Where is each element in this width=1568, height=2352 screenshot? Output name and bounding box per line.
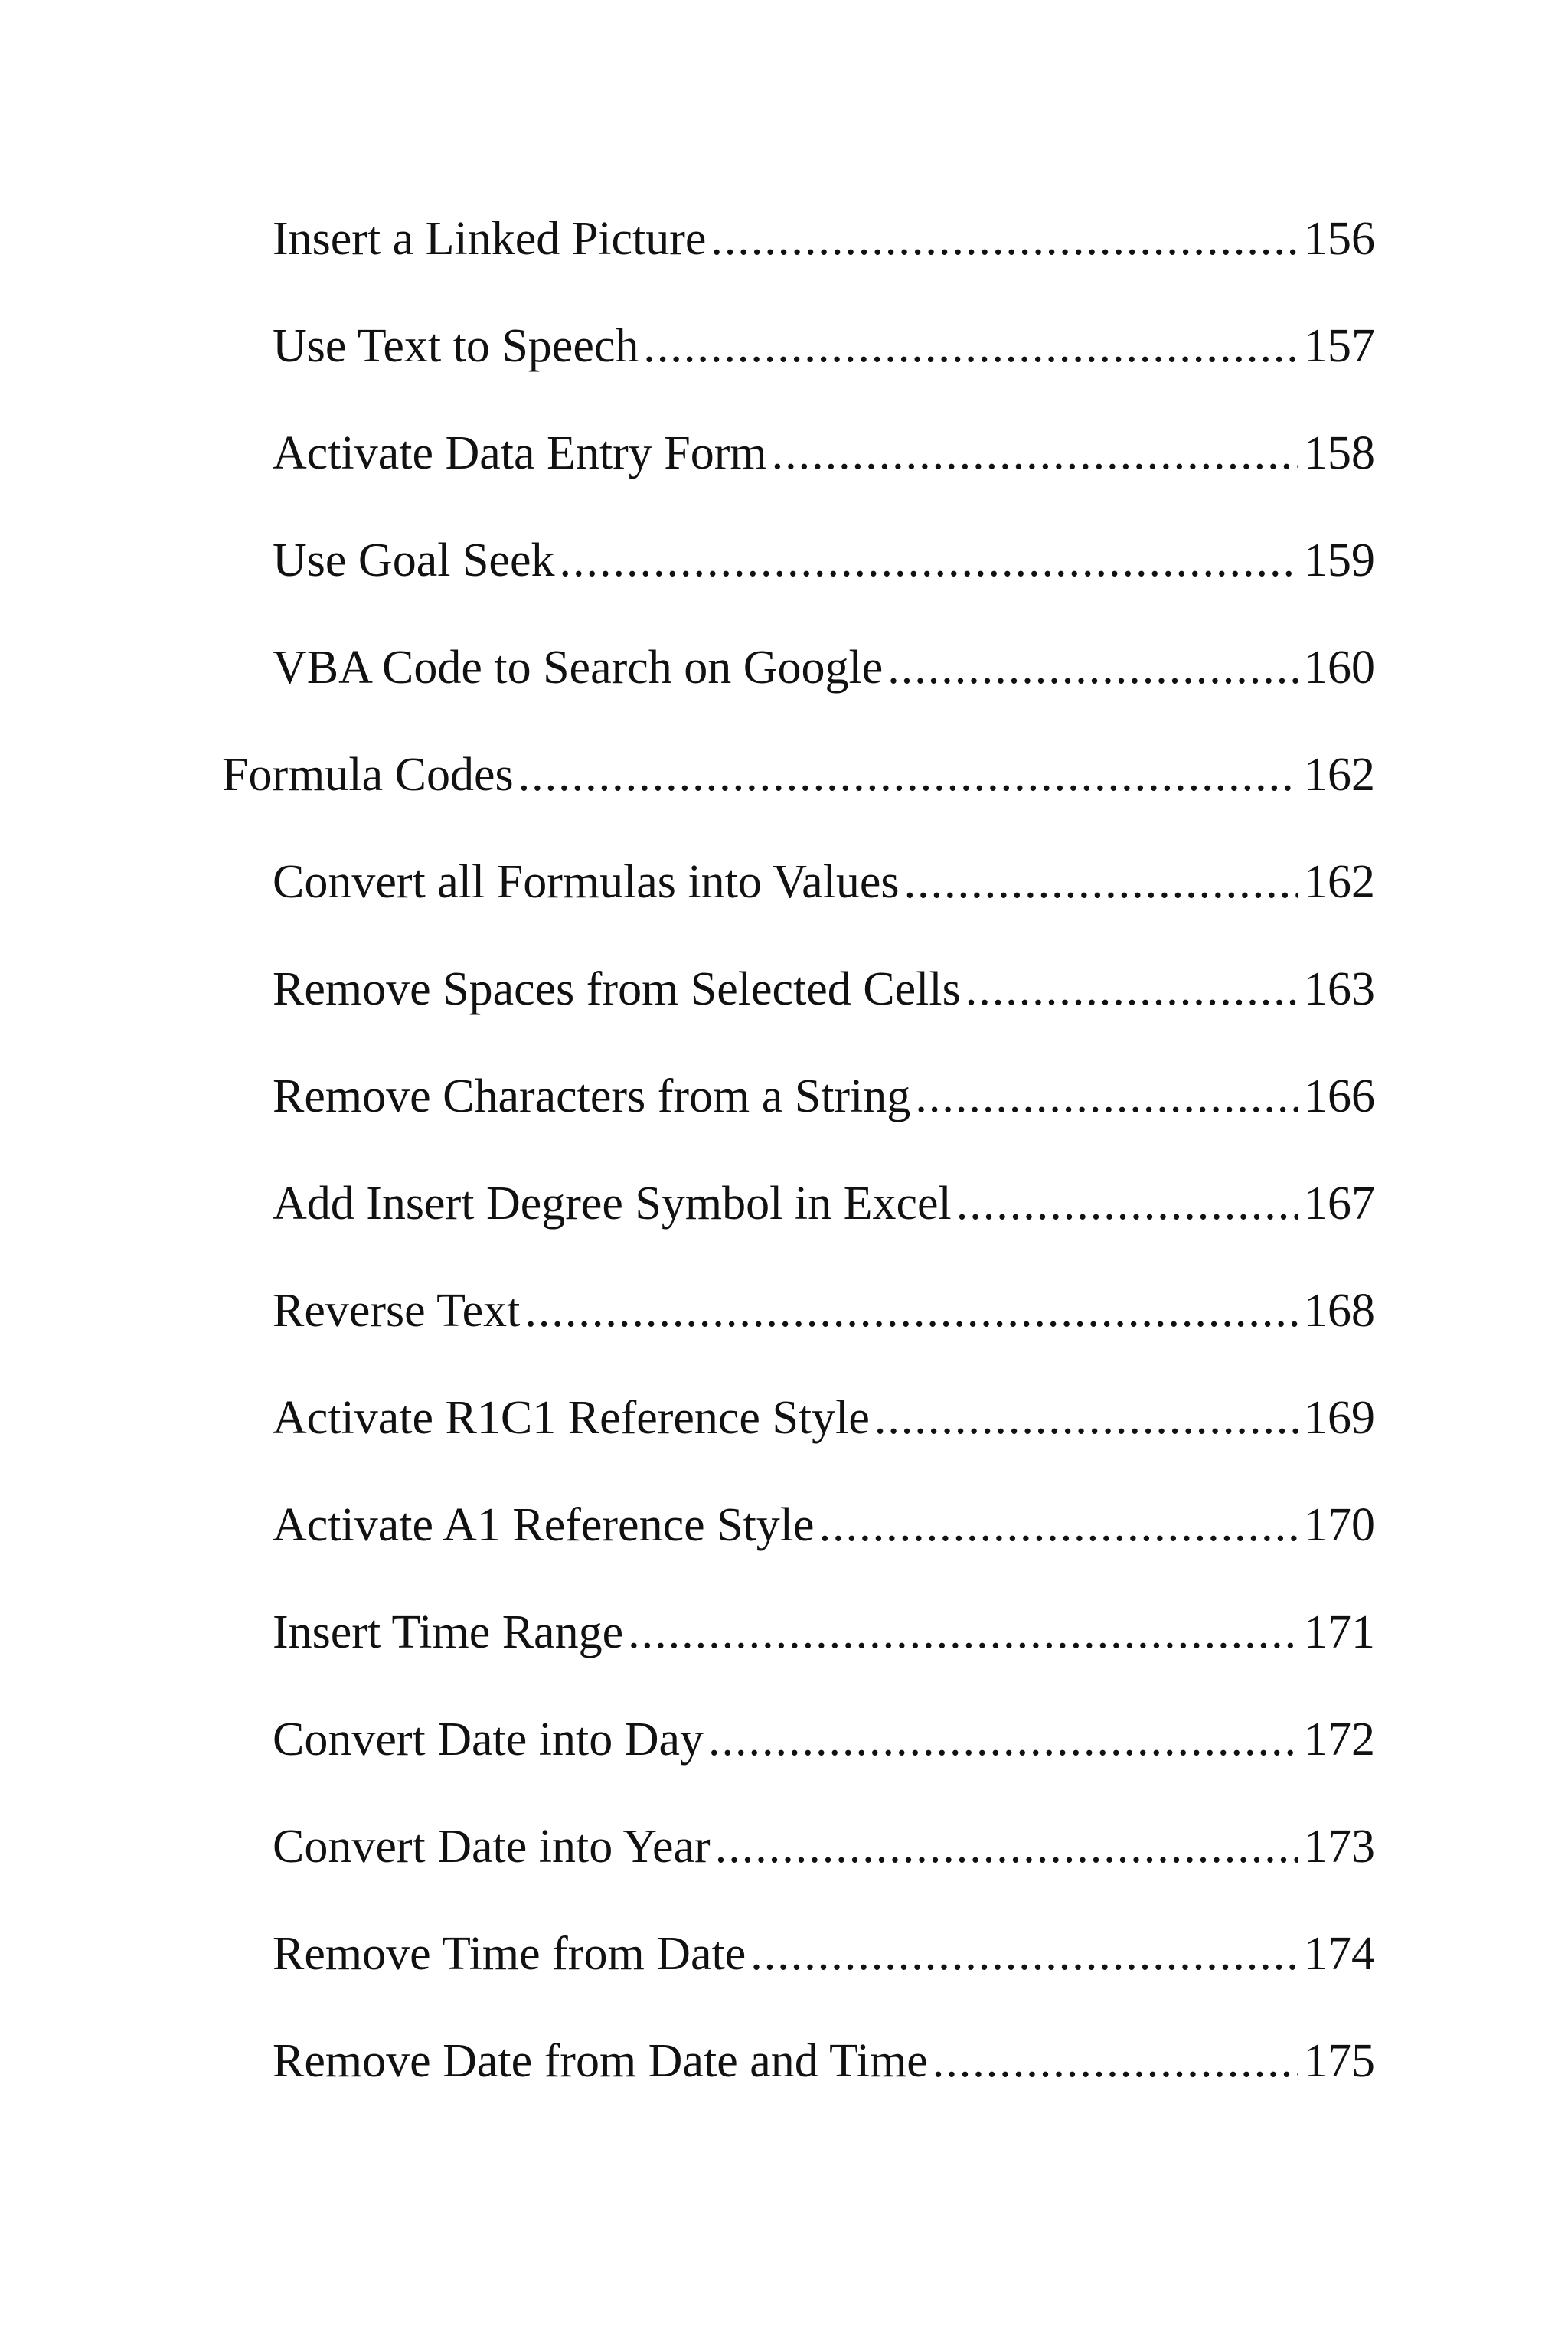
dot-leader [772, 430, 1298, 477]
toc-entry-page: 162 [1304, 749, 1375, 801]
toc-entry-page: 158 [1304, 427, 1375, 479]
dot-leader [750, 1930, 1298, 1978]
toc-entry-title: Use Text to Speech [273, 320, 639, 372]
toc-entry[interactable] [273, 1472, 1375, 1579]
toc-entry[interactable] [273, 1579, 1375, 1686]
toc-entry-title: Activate R1C1 Reference Style [273, 1392, 870, 1444]
toc-entry-page: 169 [1304, 1392, 1375, 1444]
toc-entry-title: Insert a Linked Picture [273, 213, 707, 265]
toc-entry-title: Formula Codes [222, 749, 514, 801]
toc-entry[interactable] [273, 1043, 1375, 1150]
dot-leader [715, 1823, 1298, 1870]
toc-entry-title: Remove Characters from a String [273, 1070, 911, 1122]
dot-leader [628, 1609, 1298, 1656]
dot-leader [710, 215, 1298, 263]
toc-entry[interactable] [273, 1150, 1375, 1257]
toc-entry[interactable] [273, 1793, 1375, 1900]
toc-entry-page: 168 [1304, 1285, 1375, 1337]
toc-entry-title: Add Insert Degree Symbol in Excel [273, 1178, 952, 1230]
toc-entry[interactable] [273, 507, 1375, 614]
dot-leader [956, 1180, 1298, 1227]
toc-entry-page: 173 [1304, 1821, 1375, 1873]
toc-entry[interactable] [273, 1900, 1375, 2007]
toc-entry-page: 163 [1304, 963, 1375, 1015]
toc-entry-title: Remove Date from Date and Time [273, 2035, 928, 2087]
toc-entry-page: 167 [1304, 1178, 1375, 1230]
toc-entry-page: 166 [1304, 1070, 1375, 1122]
toc-entry-title: Use Goal Seek [273, 534, 555, 586]
toc-entry-page: 172 [1304, 1713, 1375, 1766]
toc-entry[interactable] [273, 2007, 1375, 2115]
toc-entry-page: 157 [1304, 320, 1375, 372]
toc-entry[interactable] [273, 1686, 1375, 1793]
dot-leader [874, 1394, 1298, 1442]
toc-entry-title: Convert all Formulas into Values [273, 856, 900, 908]
toc-entry-page: 160 [1304, 642, 1375, 694]
toc-entry-title: Convert Date into Day [273, 1713, 704, 1766]
dot-leader [708, 1716, 1298, 1763]
toc-entry[interactable] [273, 1257, 1375, 1364]
dot-leader [559, 537, 1298, 584]
toc-entry-page: 170 [1304, 1499, 1375, 1551]
toc-section-entry[interactable] [222, 721, 1375, 828]
toc-entry-page: 175 [1304, 2035, 1375, 2087]
toc-entry-title: Remove Time from Date [273, 1928, 746, 1980]
dot-leader [965, 965, 1298, 1013]
toc-entry-title: Insert Time Range [273, 1606, 624, 1658]
dot-leader [524, 1287, 1298, 1334]
dot-leader [933, 2037, 1298, 2085]
toc-entry-page: 174 [1304, 1928, 1375, 1980]
toc-entry-page: 162 [1304, 856, 1375, 908]
dot-leader [819, 1501, 1298, 1549]
dot-leader [915, 1073, 1298, 1120]
toc-entry-title: Activate Data Entry Form [273, 427, 767, 479]
toc-entry[interactable] [273, 1364, 1375, 1472]
toc-entry-page: 171 [1304, 1606, 1375, 1658]
toc-entry[interactable] [273, 614, 1375, 721]
toc-entry-title: Reverse Text [273, 1285, 521, 1337]
dot-leader [518, 751, 1298, 799]
toc-entry[interactable] [273, 828, 1375, 936]
toc-entry[interactable] [273, 400, 1375, 507]
dot-leader [904, 858, 1298, 906]
dot-leader [643, 322, 1298, 370]
toc-entry-title: Convert Date into Year [273, 1821, 710, 1873]
toc-entry-title: Remove Spaces from Selected Cells [273, 963, 961, 1015]
toc-entry[interactable] [273, 936, 1375, 1043]
toc-entry-page: 159 [1304, 534, 1375, 586]
toc-entry[interactable] [273, 185, 1375, 292]
toc-entry[interactable] [273, 292, 1375, 400]
toc-entry-title: Activate A1 Reference Style [273, 1499, 815, 1551]
dot-leader [887, 644, 1298, 691]
toc-entry-page: 156 [1304, 213, 1375, 265]
toc-entry-title: VBA Code to Search on Google [273, 642, 884, 694]
